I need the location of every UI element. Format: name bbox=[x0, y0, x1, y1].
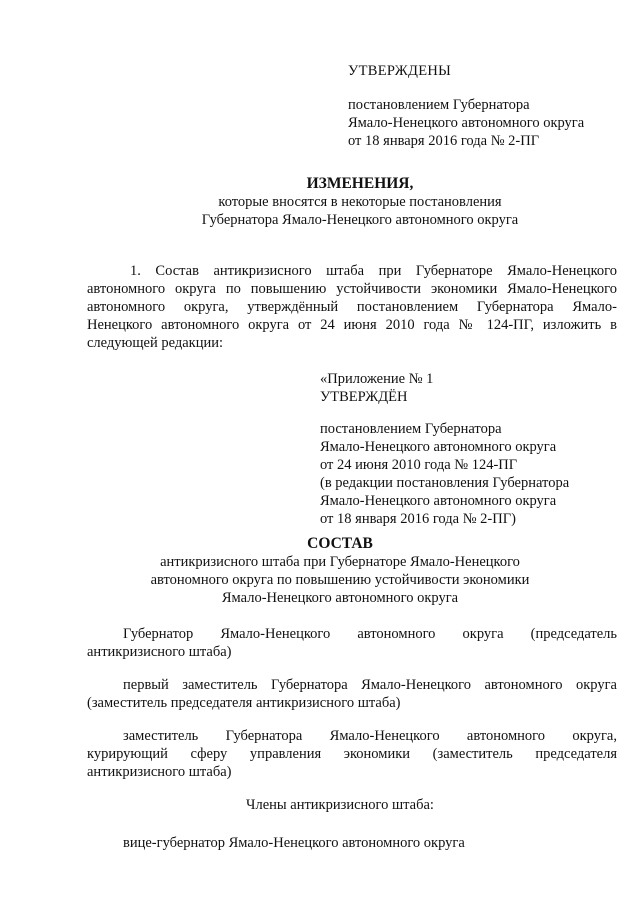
member-line: вице-губернатор Ямало-Ненецкого автономного округа bbox=[123, 835, 465, 851]
changes-subtitle-line: которые вносятся в некоторые постановления bbox=[218, 194, 502, 210]
composition-line: Ямало-Ненецкого автономного округа bbox=[221, 590, 459, 606]
members-heading bbox=[60, 796, 620, 814]
changes-title bbox=[100, 175, 620, 229]
member-line: курирующий сферу управления экономики (заместитель председателя bbox=[87, 746, 617, 762]
member-line: заместитель Губернатора Ямало-Ненецкого автономного округа, bbox=[123, 728, 617, 744]
member-line: антикризисного штаба) bbox=[87, 644, 232, 660]
appendix-label: «Приложение № 1 bbox=[320, 371, 434, 387]
member-line: (заместитель председателя антикризисного штаба) bbox=[87, 695, 401, 711]
appendix-line: от 18 января 2016 года № 2-ПГ) bbox=[320, 511, 516, 527]
member-line: первый заместитель Губернатора Ямало-Ненецкого автономного округа bbox=[123, 677, 617, 693]
member-line: Губернатор Ямало-Ненецкого автономного округа (председатель bbox=[123, 626, 617, 642]
approval-line: от 18 января 2016 года № 2-ПГ bbox=[348, 133, 540, 149]
member-entry bbox=[87, 676, 617, 712]
member-line: антикризисного штаба) bbox=[87, 764, 232, 780]
appendix-line: от 24 июня 2010 года № 124-ПГ bbox=[320, 457, 518, 473]
paragraph-line: автономного округа, утверждённый постановлением Губернатора Ямало- bbox=[87, 299, 617, 315]
paragraph-1 bbox=[87, 262, 617, 352]
appendix-line: Ямало-Ненецкого автономного округа bbox=[320, 493, 557, 509]
appendix-approved: УТВЕРЖДЁН bbox=[320, 389, 408, 405]
approval-title: УТВЕРЖДЕНЫ bbox=[348, 63, 452, 79]
composition-line: антикризисного штаба при Губернаторе Ямало-Ненецкого bbox=[160, 554, 520, 570]
appendix-block bbox=[320, 370, 620, 528]
member-entry bbox=[87, 625, 617, 661]
changes-subtitle-line: Губернатора Ямало-Ненецкого автономного округа bbox=[201, 212, 519, 228]
approval-line: постановлением Губернатора bbox=[348, 97, 530, 113]
appendix-line: Ямало-Ненецкого автономного округа bbox=[320, 439, 557, 455]
composition-line: автономного округа по повышению устойчивости экономики bbox=[150, 572, 530, 588]
paragraph-line: автономного округа по повышению устойчивости экономики Ямало-Ненецкого bbox=[87, 281, 617, 297]
composition-title bbox=[60, 535, 620, 607]
paragraph-line: 1. Состав антикризисного штаба при Губернаторе Ямало-Ненецкого bbox=[130, 263, 617, 279]
members-heading-text: Члены антикризисного штаба: bbox=[246, 797, 434, 813]
appendix-line: (в редакции постановления Губернатора bbox=[320, 475, 570, 491]
member-entry bbox=[123, 834, 618, 852]
paragraph-line: следующей редакции: bbox=[87, 335, 224, 351]
approval-line: Ямало-Ненецкого автономного округа bbox=[348, 115, 585, 131]
paragraph-line: Ненецкого автономного округа от 24 июня 2010 года № 124-ПГ, изложить в bbox=[87, 317, 617, 333]
appendix-line: постановлением Губернатора bbox=[320, 421, 502, 437]
changes-heading: ИЗМЕНЕНИЯ, bbox=[306, 175, 414, 192]
member-entry bbox=[87, 727, 617, 781]
composition-heading: СОСТАВ bbox=[307, 535, 373, 552]
approval-header bbox=[348, 62, 618, 150]
